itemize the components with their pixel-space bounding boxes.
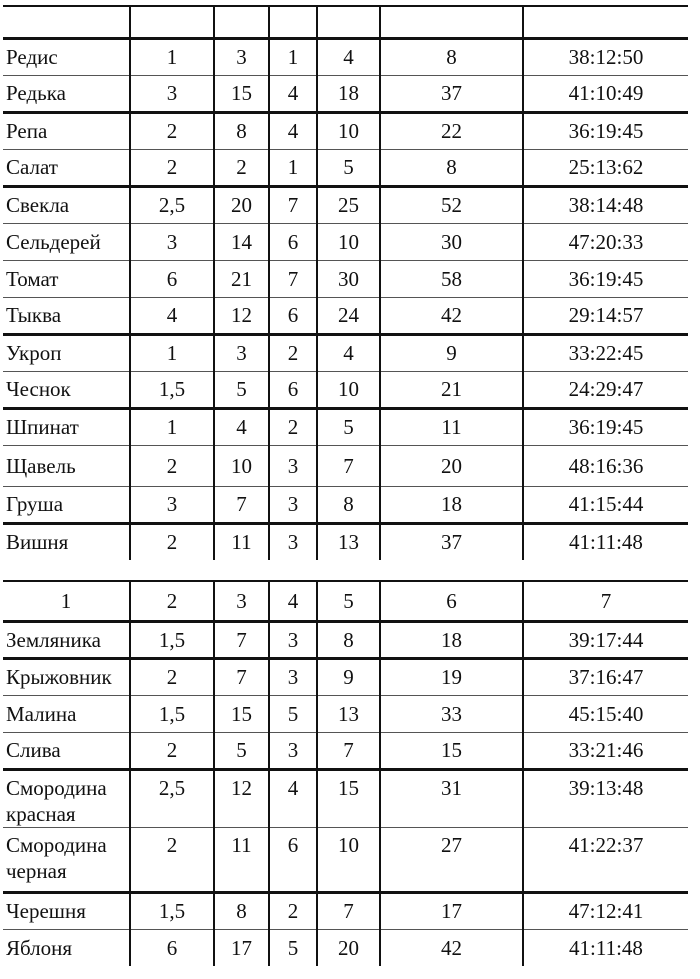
value-cell: 13 bbox=[317, 695, 380, 732]
table-row bbox=[3, 75, 688, 112]
value-cell: 19 bbox=[380, 658, 523, 695]
value-cell: 2 bbox=[130, 445, 214, 486]
value-cell: 5 bbox=[214, 371, 269, 408]
crop-name-cell: Томат bbox=[3, 260, 130, 297]
value-cell: 5 bbox=[214, 732, 269, 769]
value-cell: 27 bbox=[380, 827, 523, 892]
header-cell bbox=[269, 6, 317, 38]
value-cell: 52 bbox=[380, 186, 523, 223]
value-cell: 24 bbox=[317, 297, 380, 334]
value-cell: 6 bbox=[130, 260, 214, 297]
value-cell: 1 bbox=[269, 149, 317, 186]
value-cell: 15 bbox=[214, 695, 269, 732]
value-cell: 7 bbox=[269, 260, 317, 297]
crop-table-1 bbox=[3, 5, 688, 560]
value-cell: 17 bbox=[380, 892, 523, 929]
value-cell: 42 bbox=[380, 297, 523, 334]
value-cell: 25:13:62 bbox=[523, 149, 688, 186]
table-row bbox=[3, 38, 688, 75]
value-cell: 1 bbox=[269, 38, 317, 75]
value-cell: 20 bbox=[317, 929, 380, 966]
table-row bbox=[3, 929, 688, 966]
value-cell: 1,5 bbox=[130, 892, 214, 929]
value-cell: 2 bbox=[269, 408, 317, 445]
header-cell bbox=[3, 6, 130, 38]
header-cell: 2 bbox=[130, 581, 214, 621]
value-cell: 4 bbox=[269, 75, 317, 112]
value-cell: 9 bbox=[380, 334, 523, 371]
value-cell: 15 bbox=[380, 732, 523, 769]
value-cell: 3 bbox=[269, 658, 317, 695]
header-cell bbox=[380, 6, 523, 38]
value-cell: 41:11:48 bbox=[569, 935, 643, 960]
header-cell: 3 bbox=[214, 581, 269, 621]
value-cell: 3 bbox=[269, 445, 317, 486]
table-row bbox=[3, 223, 688, 260]
table-row bbox=[3, 827, 688, 892]
value-cell: 21 bbox=[214, 260, 269, 297]
crop-name-cell: Чеснок bbox=[3, 371, 130, 408]
value-cell: 6 bbox=[269, 223, 317, 260]
value-cell: 37:16:47 bbox=[523, 658, 688, 695]
value-cell: 47:12:41 bbox=[523, 892, 688, 929]
value-cell: 1,5 bbox=[130, 695, 214, 732]
value-cell: 3 bbox=[269, 486, 317, 523]
header-cell bbox=[214, 6, 269, 38]
value-cell: 12 bbox=[214, 297, 269, 334]
value-cell: 42 bbox=[380, 929, 523, 966]
value-cell: 4 bbox=[317, 38, 380, 75]
value-cell: 37 bbox=[380, 75, 523, 112]
value-cell: 22 bbox=[380, 112, 523, 149]
value-cell: 2,5 bbox=[130, 186, 214, 223]
header-cell: 1 bbox=[3, 581, 130, 621]
value-cell: 2 bbox=[130, 732, 214, 769]
table-row bbox=[3, 408, 688, 445]
value-cell: 7 bbox=[317, 732, 380, 769]
header-cell: 4 bbox=[269, 581, 317, 621]
table-row bbox=[3, 445, 688, 486]
value-cell: 41:11:48 bbox=[569, 530, 643, 555]
value-cell: 8 bbox=[214, 112, 269, 149]
value-cell: 7 bbox=[269, 186, 317, 223]
table-row bbox=[3, 486, 688, 523]
value-cell: 2 bbox=[269, 334, 317, 371]
value-cell: 2 bbox=[130, 523, 214, 560]
value-cell: 31 bbox=[380, 769, 523, 827]
value-cell: 2 bbox=[130, 658, 214, 695]
value-cell: 10 bbox=[317, 371, 380, 408]
value-cell: 4 bbox=[269, 769, 317, 827]
value-cell: 47:20:33 bbox=[523, 223, 688, 260]
value-cell: 1 bbox=[130, 38, 214, 75]
value-cell: 41:15:44 bbox=[523, 486, 688, 523]
crop-name-cell: Вишня bbox=[3, 523, 130, 560]
value-cell: 2,5 bbox=[130, 769, 214, 827]
value-cell: 36:19:45 bbox=[523, 260, 688, 297]
value-cell: 3 bbox=[130, 486, 214, 523]
value-cell: 3 bbox=[214, 334, 269, 371]
value-cell: 37 bbox=[380, 523, 523, 560]
value-cell: 4 bbox=[130, 297, 214, 334]
table-row bbox=[3, 769, 688, 827]
value-cell: 5 bbox=[317, 149, 380, 186]
value-cell: 5 bbox=[317, 408, 380, 445]
crop-name-cell: Редька bbox=[3, 75, 130, 112]
table-row bbox=[3, 112, 688, 149]
value-cell: 8 bbox=[380, 38, 523, 75]
value-cell: 10 bbox=[317, 112, 380, 149]
crop-name-cell: Укроп bbox=[3, 334, 130, 371]
value-cell: 14 bbox=[214, 223, 269, 260]
value-cell: 10 bbox=[214, 445, 269, 486]
value-cell: 1,5 bbox=[130, 621, 214, 658]
value-cell: 7 bbox=[214, 621, 269, 658]
crop-name-cell: Свекла bbox=[3, 186, 130, 223]
table-row bbox=[3, 371, 688, 408]
header-cell: 5 bbox=[317, 581, 380, 621]
value-cell: 11 bbox=[214, 827, 269, 892]
crop-name-cell: Груша bbox=[3, 486, 130, 523]
value-cell: 4 bbox=[317, 334, 380, 371]
value-cell: 21 bbox=[380, 371, 523, 408]
value-cell: 38:14:48 bbox=[523, 186, 688, 223]
value-cell: 1,5 bbox=[130, 371, 214, 408]
crop-name-cell: Тыква bbox=[3, 297, 130, 334]
crop-name-cell: Сельдерей bbox=[3, 223, 130, 260]
crop-name-cell: Репа bbox=[3, 112, 130, 149]
value-cell: 2 bbox=[130, 149, 214, 186]
value-cell: 33:21:46 bbox=[523, 732, 688, 769]
value-cell: 8 bbox=[317, 486, 380, 523]
value-cell: 3 bbox=[130, 223, 214, 260]
crop-name-cell: Яблоня bbox=[3, 929, 130, 966]
value-cell: 6 bbox=[269, 827, 317, 892]
table-row bbox=[3, 892, 688, 929]
value-cell: 11 bbox=[214, 523, 269, 560]
value-cell: 38:12:50 bbox=[523, 38, 688, 75]
value-cell: 24:29:47 bbox=[523, 371, 688, 408]
value-cell: 3 bbox=[214, 38, 269, 75]
header-row bbox=[3, 581, 688, 621]
value-cell: 58 bbox=[380, 260, 523, 297]
value-cell: 48:16:36 bbox=[523, 445, 688, 486]
header-cell: 6 bbox=[380, 581, 523, 621]
table-row bbox=[3, 621, 688, 658]
value-cell: 11 bbox=[380, 408, 523, 445]
value-cell: 39:13:48 bbox=[523, 769, 688, 827]
value-cell: 25 bbox=[317, 186, 380, 223]
value-cell: 2 bbox=[214, 149, 269, 186]
table-row bbox=[3, 297, 688, 334]
header-cell bbox=[523, 6, 688, 38]
value-cell: 2 bbox=[269, 892, 317, 929]
table-row bbox=[3, 334, 688, 371]
crop-name-cell: Малина bbox=[3, 695, 130, 732]
crop-name-cell: Щавель bbox=[3, 445, 130, 486]
table-row bbox=[3, 186, 688, 223]
value-cell: 20 bbox=[214, 186, 269, 223]
crop-name-cell: Смородина красная bbox=[3, 769, 130, 827]
table-row bbox=[3, 260, 688, 297]
value-cell: 45:15:40 bbox=[523, 695, 688, 732]
value-cell: 2 bbox=[130, 112, 214, 149]
value-cell: 6 bbox=[269, 371, 317, 408]
value-cell: 8 bbox=[380, 149, 523, 186]
crop-table-2 bbox=[3, 580, 688, 966]
value-cell: 18 bbox=[317, 75, 380, 112]
value-cell: 7 bbox=[214, 486, 269, 523]
value-cell: 5 bbox=[269, 929, 317, 966]
value-cell: 5 bbox=[269, 695, 317, 732]
value-cell: 33 bbox=[380, 695, 523, 732]
value-cell: 29:14:57 bbox=[523, 297, 688, 334]
crop-name-cell: Редис bbox=[3, 38, 130, 75]
value-cell: 4 bbox=[214, 408, 269, 445]
value-cell: 3 bbox=[269, 523, 317, 560]
table-row bbox=[3, 523, 688, 560]
value-cell: 36:19:45 bbox=[523, 408, 688, 445]
value-cell: 3 bbox=[269, 621, 317, 658]
value-cell: 33:22:45 bbox=[523, 334, 688, 371]
value-cell: 15 bbox=[214, 75, 269, 112]
value-cell: 17 bbox=[214, 929, 269, 966]
value-cell: 30 bbox=[317, 260, 380, 297]
value-cell: 1 bbox=[130, 334, 214, 371]
value-cell: 7 bbox=[214, 658, 269, 695]
value-cell: 8 bbox=[317, 621, 380, 658]
value-cell: 2 bbox=[130, 827, 214, 892]
value-cell: 13 bbox=[317, 523, 380, 560]
header-cell bbox=[317, 6, 380, 38]
table-row bbox=[3, 149, 688, 186]
value-cell: 1 bbox=[130, 408, 214, 445]
value-cell: 7 bbox=[317, 892, 380, 929]
value-cell: 10 bbox=[317, 223, 380, 260]
value-cell: 12 bbox=[214, 769, 269, 827]
value-cell: 3 bbox=[130, 75, 214, 112]
value-cell: 41:10:49 bbox=[523, 75, 688, 112]
value-cell: 39:17:44 bbox=[523, 621, 688, 658]
value-cell: 8 bbox=[214, 892, 269, 929]
crop-name-cell: Смородина черная bbox=[3, 827, 130, 892]
value-cell: 18 bbox=[380, 621, 523, 658]
crop-name-cell: Салат bbox=[3, 149, 130, 186]
value-cell: 15 bbox=[317, 769, 380, 827]
value-cell: 18 bbox=[380, 486, 523, 523]
crop-name-cell: Черешня bbox=[3, 892, 130, 929]
crop-name-cell: Крыжовник bbox=[3, 658, 130, 695]
header-cell: 7 bbox=[523, 581, 688, 621]
value-cell: 6 bbox=[130, 929, 214, 966]
value-cell: 41:22:37 bbox=[523, 827, 688, 892]
header-row bbox=[3, 6, 688, 38]
value-cell: 30 bbox=[380, 223, 523, 260]
value-cell: 4 bbox=[269, 112, 317, 149]
header-cell bbox=[130, 6, 214, 38]
crop-name-cell: Земляника bbox=[3, 621, 130, 658]
table-row bbox=[3, 658, 688, 695]
value-cell: 9 bbox=[317, 658, 380, 695]
crop-name-cell: Слива bbox=[3, 732, 130, 769]
value-cell: 7 bbox=[317, 445, 380, 486]
crop-name-cell: Шпинат bbox=[3, 408, 130, 445]
table-row bbox=[3, 732, 688, 769]
table-row bbox=[3, 695, 688, 732]
value-cell: 3 bbox=[269, 732, 317, 769]
value-cell: 36:19:45 bbox=[523, 112, 688, 149]
value-cell: 20 bbox=[380, 445, 523, 486]
value-cell: 6 bbox=[269, 297, 317, 334]
value-cell: 10 bbox=[317, 827, 380, 892]
